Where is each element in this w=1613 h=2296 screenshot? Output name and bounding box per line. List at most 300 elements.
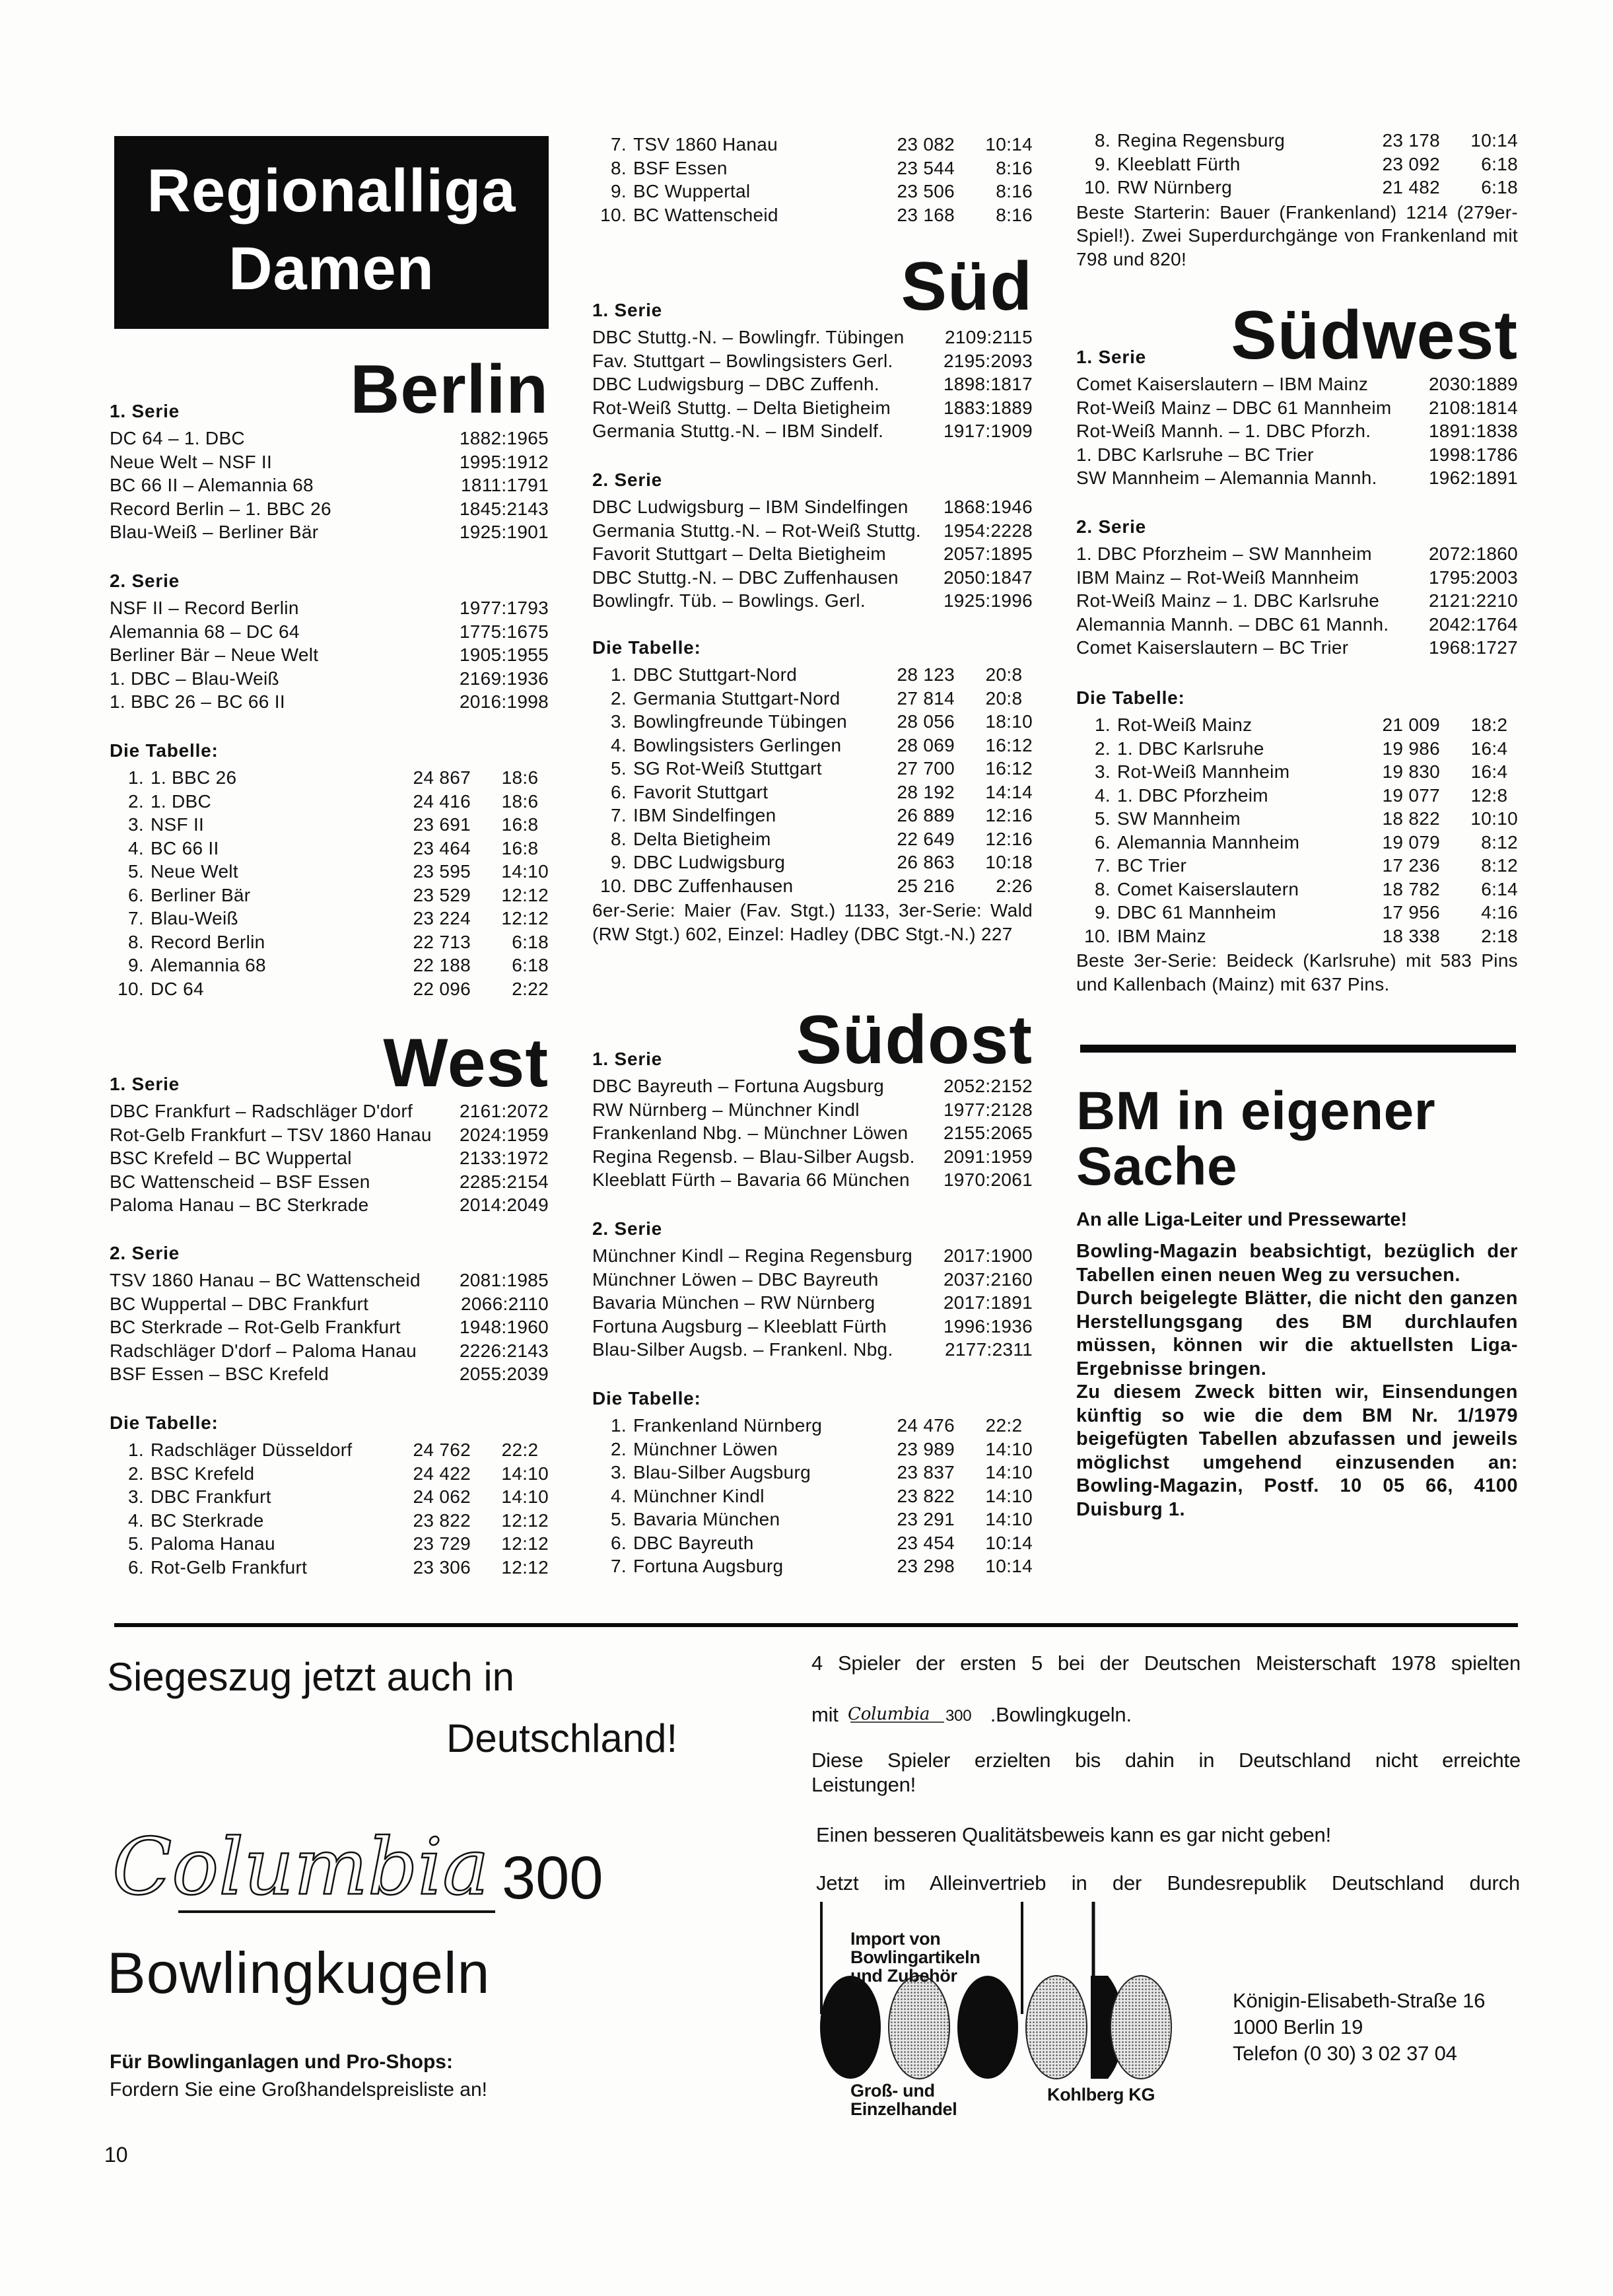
table-team: Neue Welt [151,861,238,882]
address-phone: Telefon (0 30) 3 02 37 04 [1233,2042,1457,2065]
match-score: 2169:1936 [459,668,549,689]
match-pairing: Frankenland Nbg. – Münchner Löwen [592,1123,909,1143]
section-divider [1080,1045,1516,1053]
table-row [592,1438,1033,1461]
section-label: 2. Serie [1076,516,1147,537]
match-row [110,473,549,497]
ad-claim-3: Diese Spieler erzielten bis dahin in Deutschland nicht erreichte [811,1749,1521,1772]
table-rank: 4. [611,734,627,755]
table-row [110,1438,549,1462]
match-row [592,519,1033,543]
match-score: 1868:1946 [943,497,1033,517]
table-pins: 27 814 [897,687,955,709]
table-row [110,860,549,884]
section-note: Beste Starterin: Bauer (Frankenland) 1214 (279er-Spiel!). Zwei Superdurchgänge von Frankenland mit 798 und 820! [1076,201,1518,269]
match-pairing: BSC Krefeld – BC Wuppertal [110,1148,352,1168]
match-row [1076,466,1518,490]
west-serie-1 [110,1072,549,1217]
table-row [592,180,1033,203]
sued-serie-2 [592,468,1033,613]
table-team: BSC Krefeld [151,1463,255,1484]
match-score: 2133:1972 [459,1148,549,1168]
table-team: RW Nürnberg [1117,177,1232,197]
table-team: Fortuna Augsburg [633,1556,784,1576]
section-label: 1. Serie [110,1074,180,1094]
table-rank: 10. [600,875,627,896]
table-team: BC Wattenscheid [633,204,778,225]
logo-text-line: Einzelhandel [850,2099,957,2119]
table-rank: 6. [128,884,144,905]
table-points: 16:12 [985,758,1033,779]
match-row [110,497,549,521]
match-score: 1925:1996 [943,590,1033,611]
table-row [592,827,1033,851]
match-row [592,495,1033,519]
table-row [110,1509,549,1533]
match-pairing: Comet Kaiserslautern – BC Trier [1076,637,1349,658]
match-score: 2024:1959 [459,1124,549,1145]
match-row [592,349,1033,373]
table-points: 14:14 [985,781,1033,802]
table-pins: 28 069 [897,734,955,755]
table-row [592,851,1033,874]
match-pairing: Rot-Weiß Mainz – DBC 61 Mannheim [1076,397,1392,418]
section-label: Die Tabelle: [110,1412,219,1433]
match-score: 2155:2065 [943,1123,1033,1143]
table-rank: 5. [1095,808,1111,829]
table-team: Blau-Silber Augsburg [633,1462,811,1482]
table-team: TSV 1860 Hanau [633,134,778,155]
table-team: BSF Essen [633,157,728,178]
table-pins: 23 544 [897,157,955,178]
match-row [592,1168,1033,1192]
match-row [110,1292,549,1316]
table-rank: 6. [611,1532,627,1553]
match-row [110,1193,549,1217]
table-points: 2:22 [512,978,549,999]
table-points: 10:14 [985,1556,1033,1576]
match-pairing: 1. BBC 26 – BC 66 II [110,691,285,712]
table-pins: 19 077 [1382,784,1440,806]
suedost-table [592,1387,1033,1578]
table-pins: 17 236 [1382,855,1440,876]
table-team: Delta Bietigheim [633,828,771,849]
table-row [592,687,1033,711]
match-row [592,1315,1033,1339]
table-team: Germania Stuttgart-Nord [633,687,841,709]
match-row [110,1146,549,1170]
table-points: 12:8 [1470,784,1508,806]
table-team: SW Mannheim [1117,808,1241,829]
table-row [592,781,1033,804]
table-row [1076,784,1518,808]
table-row [592,734,1033,757]
match-pairing: Rot-Weiß Mannh. – 1. DBC Pforzh. [1076,421,1371,441]
table-points: 14:10 [501,861,549,882]
match-score: 2017:1900 [943,1245,1033,1266]
table-row [110,790,549,814]
table-team: DC 64 [151,978,204,999]
table-points: 12:16 [985,805,1033,825]
west-table [110,1411,549,1579]
table-team: Bowlingfreunde Tübingen [633,711,847,732]
sued-serie-1 [592,298,1033,443]
match-row [592,1145,1033,1169]
table-points: 22:2 [501,1440,539,1460]
match-score: 2091:1959 [943,1146,1033,1167]
section-label: 1. Serie [110,401,180,421]
section-label: 2. Serie [592,470,663,490]
table-rank: 4. [128,1510,144,1531]
match-pairing: BC Wattenscheid – BSF Essen [110,1171,370,1192]
section-label: 1. Serie [592,300,663,320]
table-points: 16:12 [985,734,1033,755]
table-pins: 23 178 [1382,130,1440,151]
bm-headline [1076,1081,1518,1197]
table-team: Comet Kaiserslautern [1117,878,1299,899]
match-score: 1845:2143 [459,498,549,519]
table-pins: 23 464 [413,837,471,858]
address-street: Königin-Elisabeth-Straße 16 [1233,1989,1486,2012]
table-rank: 7. [611,1556,627,1576]
table-team: 1. DBC Karlsruhe [1117,738,1264,759]
match-pairing: BSF Essen – BSC Krefeld [110,1364,329,1384]
table-row [1076,760,1518,784]
table-pins: 19 079 [1382,831,1440,852]
table-row [110,1485,549,1509]
table-row [592,874,1033,898]
match-score: 2109:2115 [945,327,1033,347]
suedwest-serie-2 [1076,515,1518,660]
match-pairing: DBC Frankfurt – Radschläger D'dorf [110,1101,413,1121]
table-pins: 27 700 [897,758,955,779]
match-score: 2042:1764 [1428,613,1518,635]
region-title-sued: Süd [901,248,1033,325]
match-score: 2066:2110 [461,1293,549,1314]
match-pairing: Neue Welt – NSF II [110,451,273,472]
match-score: 1977:2128 [943,1099,1033,1120]
bm-paragraph: Zu diesem Zweck bitten wir, Einsendungen künftig so wie die dem BM Nr. 1/1979 beigefügten Tabellen abzufassen und jeweils möglichst umgehend einzusenden an: Bowling-Magazin, Postf. 10 05 66, 4100 Duisburg 1. [1076,1381,1518,1520]
match-score: 2055:2039 [459,1364,549,1384]
match-row [110,1170,549,1194]
table-points: 14:10 [985,1509,1033,1529]
table-pins: 23 454 [897,1532,955,1553]
table-row [110,954,549,977]
match-row [110,520,549,544]
table-rank: 10. [118,978,144,999]
section-label: Die Tabelle: [592,1388,701,1409]
section-note: Beste 3er-Serie: Beideck (Karlsruhe) mit 583 Pins und Kallenbach (Mainz) mit 637 Pins. [1076,950,1518,994]
table-points: 18:6 [501,790,539,812]
table-points: 12:12 [501,1556,549,1578]
table-row [592,757,1033,781]
match-score: 2226:2143 [459,1340,549,1361]
table-pins: 23 092 [1382,153,1440,174]
kohlberg-logo [817,1902,1174,2120]
table-team: DBC 61 Mannheim [1117,902,1277,922]
table-points: 18:6 [501,767,539,788]
match-row [592,372,1033,396]
table-points: 16:8 [501,837,539,858]
table-pins: 23 691 [413,814,471,835]
table-rank: 8. [611,828,627,849]
match-row [110,690,549,714]
table-pins: 18 782 [1382,878,1440,899]
region-title-suedost: Südost [796,1002,1033,1078]
table-row [592,1484,1033,1508]
section-label: Die Tabelle: [110,740,219,761]
table-row [110,1462,549,1486]
table-team: Münchner Löwen [633,1438,778,1459]
match-row [592,566,1033,590]
match-score: 1905:1955 [459,644,549,665]
table-team: Bavaria München [633,1509,780,1529]
match-pairing: BC Sterkrade – Rot-Gelb Frankfurt [110,1317,401,1337]
match-score: 2016:1998 [459,691,549,712]
table-points: 14:10 [501,1463,549,1484]
table-row [110,977,549,1001]
table-team: DBC Frankfurt [151,1486,271,1507]
table-pins: 23 822 [413,1510,471,1531]
table-rank: 6. [128,1556,144,1578]
match-pairing: TSV 1860 Hanau – BC Wattenscheid [110,1270,421,1290]
table-points: 14:10 [985,1462,1033,1482]
table-points: 22:2 [985,1415,1023,1436]
table-row [1076,713,1518,737]
table-rank: 4. [1095,784,1111,806]
bm-paragraph: Bowling-Magazin beabsichtigt, bezüglich der Tabellen einen neuen Weg zu versuchen. [1076,1241,1518,1286]
table-pins: 23 224 [413,908,471,928]
suedost-serie-1 [592,1047,1033,1192]
match-score: 1954:2228 [943,520,1033,541]
table-team: Alemannia Mannheim [1117,831,1300,852]
ad-claim-5: Jetzt im Alleinvertrieb in der Bundesrepublik Deutschland durch [816,1871,1520,1895]
table-row [592,710,1033,734]
match-row [110,1123,549,1147]
suedwest-table [1076,686,1518,996]
table-row [592,133,1033,157]
match-pairing: DBC Ludwigsburg – IBM Sindelfingen [592,497,909,517]
table-pins: 24 762 [413,1440,471,1460]
table-pins: 22 188 [413,955,471,975]
table-pins: 25 216 [897,875,955,896]
match-score: 2017:1891 [943,1292,1033,1313]
table-points: 2:26 [996,875,1033,896]
table-pins: 23 822 [897,1485,955,1506]
match-score: 1925:1901 [459,522,549,542]
table-row [110,930,549,954]
table-rank: 3. [128,814,144,835]
table-row [1076,831,1518,854]
table-rank: 2. [128,790,144,812]
section-label: Die Tabelle: [592,637,701,658]
match-score: 2072:1860 [1428,543,1518,564]
match-row [592,1291,1033,1315]
match-pairing: DBC Bayreuth – Fortuna Augsburg [592,1076,884,1096]
table-row [1076,807,1518,831]
table-pins: 23 082 [897,134,955,155]
match-score: 2052:2152 [943,1076,1033,1096]
logo-trade-text [850,2081,957,2118]
region-title-berlin: Berlin [350,351,549,428]
address-city: 1000 Berlin 19 [1233,2015,1363,2038]
match-score: 2161:2072 [459,1101,549,1121]
match-pairing: DBC Stuttg.-N. – DBC Zuffenhausen [592,567,899,588]
table-points: 8:16 [996,204,1033,225]
table-team: DBC Bayreuth [633,1532,754,1553]
match-score: 1977:1793 [459,598,549,618]
match-pairing: BC 66 II – Alemannia 68 [110,475,314,495]
table-rank: 2. [611,1438,627,1459]
section-label: 2. Serie [110,1243,180,1263]
table-rank: 7. [1095,855,1111,876]
bm-headline-line1: BM in eigener [1076,1081,1436,1141]
columbia-small-logo [845,1696,984,1727]
table-row [592,804,1033,827]
table-points: 10:14 [1470,130,1518,151]
match-pairing: IBM Mainz – Rot-Weiß Mannheim [1076,567,1359,588]
table-points: 16:4 [1470,738,1508,759]
match-row [592,396,1033,420]
match-pairing: Alemannia 68 – DC 64 [110,621,300,642]
table-team: Rot-Gelb Frankfurt [151,1556,308,1578]
match-row [110,643,549,667]
table-pins: 22 096 [413,978,471,999]
table-rank: 4. [128,837,144,858]
match-score: 1998:1786 [1428,444,1518,465]
match-row [110,1362,549,1386]
suedwest-serie-1 [1076,345,1518,490]
match-row [1076,443,1518,467]
match-pairing: Germania Stuttg.-N. – IBM Sindelf. [592,421,884,441]
table-rank: 8. [1095,130,1111,151]
match-row [1076,613,1518,637]
ad-headline-1: Siegeszug jetzt auch in [107,1655,515,1699]
table-points: 12:12 [501,1510,549,1531]
match-row [1076,566,1518,590]
table-rank: 6. [1095,831,1111,852]
table-rank: 5. [611,1509,627,1529]
table-pins: 26 863 [897,852,955,872]
match-pairing: 1. DBC Pforzheim – SW Mannheim [1076,543,1372,564]
table-points: 10:14 [985,134,1033,155]
table-row [1076,878,1518,901]
match-row [110,1315,549,1339]
match-pairing: Bavaria München – RW Nürnberg [592,1292,875,1313]
match-score: 2177:2311 [945,1339,1033,1360]
match-row [1076,372,1518,396]
match-score: 2108:1814 [1428,397,1518,418]
match-score: 2050:1847 [943,567,1033,588]
match-pairing: Regina Regensb. – Blau-Silber Augsb. [592,1146,915,1167]
match-pairing: Berliner Bär – Neue Welt [110,644,319,665]
table-team: BC Trier [1117,855,1187,876]
table-rank: 9. [1095,902,1111,922]
ad-price-list: Fordern Sie eine Großhandelspreisliste an! [110,2079,487,2101]
logo-text-line: Bowlingartikeln [850,1947,980,1967]
match-pairing: Radschläger D'dorf – Paloma Hanau [110,1340,417,1361]
match-score: 1948:1960 [459,1317,549,1337]
match-row [592,1098,1033,1122]
table-pins: 23 529 [413,884,471,905]
table-team: DBC Stuttgart-Nord [633,664,798,685]
ad-product: Bowlingkugeln [107,1940,491,2005]
berlin-serie-2 [110,569,549,714]
table-team: IBM Sindelfingen [633,805,776,825]
table-pins: 23 729 [413,1533,471,1554]
match-pairing: DBC Ludwigsburg – DBC Zuffenh. [592,374,879,394]
table-rank: 1. [611,664,627,685]
table-rank: 7. [128,908,144,928]
match-score: 1995:1912 [459,451,549,472]
table-pins: 18 338 [1382,925,1440,946]
table-row [110,907,549,930]
suedost-table-continued [1076,129,1518,271]
table-rank: 9. [1095,153,1111,174]
table-row [110,1532,549,1556]
region-title-west: West [383,1025,549,1101]
match-score: 2014:2049 [459,1195,549,1215]
table-pins: 21 482 [1382,177,1440,197]
berlin-table [110,739,549,1000]
table-pins: 24 867 [413,767,471,788]
table-pins: 28 192 [897,781,955,802]
table-points: 6:18 [1481,153,1518,174]
table-rank: 8. [128,931,144,952]
table-team: Berliner Bär [151,884,251,905]
table-team: Blau-Weiß [151,908,238,928]
match-pairing: Blau-Silber Augsb. – Frankenl. Nbg. [592,1339,893,1360]
ad-claim-2-suffix: .Bowlingkugeln. [990,1703,1132,1726]
table-row [592,1508,1033,1531]
table-points: 6:18 [512,955,549,975]
table-rank: 1. [128,1440,144,1460]
match-score: 2057:1895 [943,543,1033,564]
table-team: BC Wuppertal [633,181,751,201]
table-rank: 5. [128,1533,144,1554]
table-team: Paloma Hanau [151,1533,275,1554]
match-row [592,542,1033,566]
table-team: Record Berlin [151,931,265,952]
table-pins: 23 306 [413,1556,471,1578]
match-row [110,596,549,620]
table-row [592,1531,1033,1555]
logo-text-line: Groß- und [850,2081,935,2101]
bm-paragraph: Durch beigelegte Blätter, die nicht den ganzen Herstellungsgang des BM durchlaufen müssen, können wir die aktuellsten Liga-Ergebnisse bringen. [1076,1288,1518,1379]
match-pairing: Germania Stuttg.-N. – Rot-Weiß Stuttg. [592,520,921,541]
table-row [1076,176,1518,199]
match-row [1076,636,1518,660]
table-points: 14:10 [985,1485,1033,1506]
match-score: 2285:2154 [459,1171,549,1192]
table-pins: 28 123 [897,664,955,685]
table-row [592,157,1033,180]
section-label: 2. Serie [592,1218,663,1239]
table-team: 1. DBC Pforzheim [1117,784,1268,806]
table-points: 6:14 [1481,878,1518,899]
table-team: Münchner Kindl [633,1485,765,1506]
ad-claim-3b: Leistungen! [811,1773,916,1796]
match-pairing: DC 64 – 1. DBC [110,428,245,448]
match-score: 1883:1889 [943,397,1033,418]
match-pairing: DBC Stuttg.-N. – Bowlingfr. Tübingen [592,327,905,347]
table-pins: 23 989 [897,1438,955,1459]
match-pairing: Fav. Stuttgart – Bowlingsisters Gerl. [592,350,893,371]
table-points: 8:16 [996,181,1033,201]
match-pairing: Rot-Weiß Stuttg. – Delta Bietigheim [592,397,891,418]
suedost-serie-2 [592,1217,1033,1362]
table-row [1076,901,1518,924]
